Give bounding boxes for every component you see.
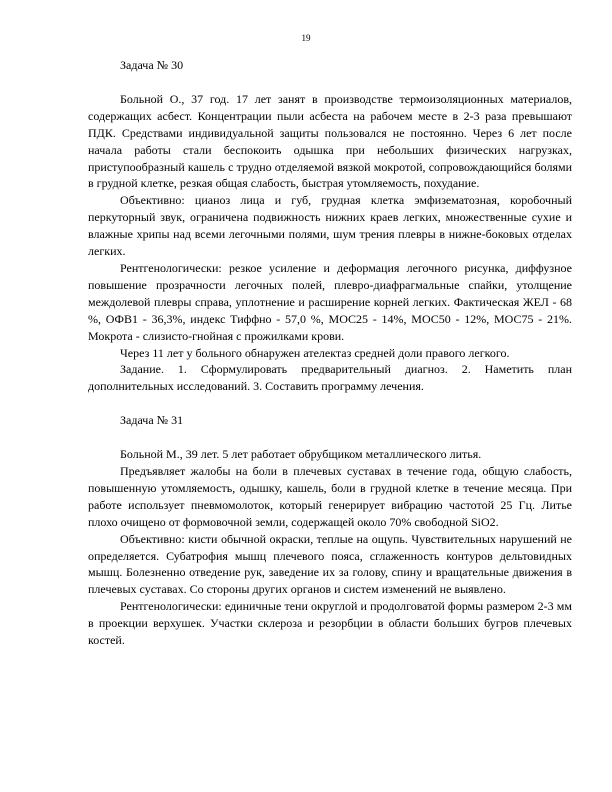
page-content: [88, 57, 572, 649]
task-31-objective: Объективно: кисти обычной окраски, теплые на ощупь. Чувствительных нарушений не определяется. Субатрофия мышц плечевого пояса, сглаженность контуров дельтовидных мышц. Болезненно отведение рук, заведение их за голову, спину и вращательные движения в плечевых суставах. Со стороны других органов и систем изменений не выявлено.: [88, 531, 572, 597]
task-30-radiology: Рентгенологически: резкое усиление и деформация легочного рисунка, диффузное повышение прозрачности легочных полей, плевро-диафрагмальные спайки, утолщение междолевой плевры справа, уплотнение и расширение корней легких. Фактическая ЖЕЛ - 68 %, ОФВ1 - 36,3%, индекс Тиффно - 57,0 %, МОС25 - 14%, МОС50 - 12%, МОС75 - 21%. Мокрота - слизисто-гнойная с прожилками крови.: [88, 260, 572, 343]
task-31-intro: Больной М., 39 лет. 5 лет работает обрубщиком металлического литья.: [120, 447, 482, 462]
task-30-title: Задача № 30: [120, 58, 184, 72]
task-30-followup: Через 11 лет у больного обнаружен ателектаз средней доли правого легкого.: [120, 345, 510, 360]
task-30-objective: Объективно: цианоз лица и губ, грудная клетка эмфизематозная, коробочный перкуторный звук, ограничена подвижность нижних краев легких, множественные сухие и влажные хрипы над всеми легочными полями, шум трения плевры в нижне-боковых отделах легких.: [88, 193, 572, 259]
task-30-assignment: Задание. 1. Сформулировать предварительный диагноз. 2. Наметить план дополнительных исследований. 3. Составить программу лечения.: [88, 362, 572, 394]
task-30-history: Больной О., 37 год. 17 лет занят в производстве термоизоляционных материалов, содержащих асбест. Концентрации пыли асбеста на рабочем месте в 2-3 раза превышают ПДК. Средствами индивидуальной защиты пользовался не постоянно. Через 6 лет после начала работы стали беспокоить одышка при небольших физических нагрузках, приступообразный кашель с трудно отделяемой вязкой мокротой, сопровождающийся болями в грудной клетке, резкая общая слабость, быстрая утомляемость, похудание.: [88, 91, 572, 191]
page-number: 19: [301, 33, 311, 43]
task-31-radiology: Рентгенологически: единичные тени округлой и продолговатой формы размером 2-3 мм в проекции верхушек. Участки склероза и резорбции в области больших бугров плечевых костей.: [88, 599, 572, 648]
task-31-title: Задача № 31: [120, 413, 184, 428]
task-31-complaints: Предъявляет жалобы на боли в плечевых суставах в течение года, общую слабость, повышенную утомляемость, одышку, кашель, боли в грудной клетке в течение месяца. При работе использует пневмомолоток, который генерирует вибрацию частотой 25 Гц. Литье плохо очищено от формовочной земли, содержащей около 70% свободной SiO2.: [88, 464, 572, 529]
